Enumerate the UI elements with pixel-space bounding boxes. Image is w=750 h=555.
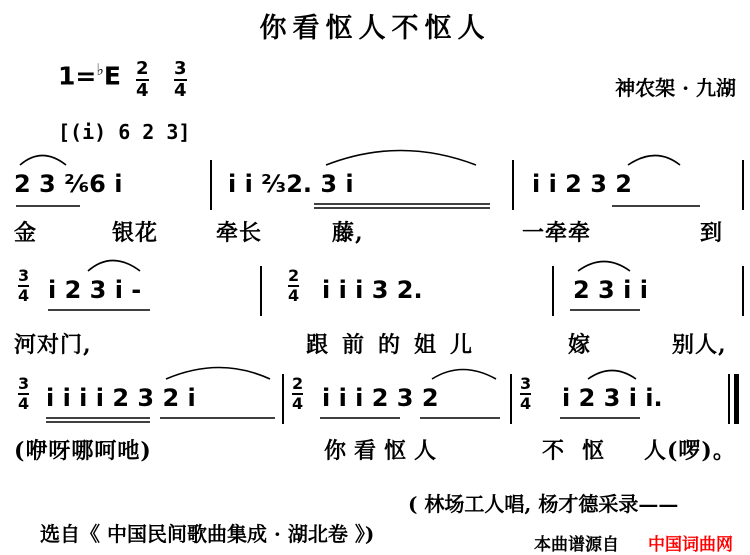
lyric-syllable: 牵长 [216, 220, 263, 246]
time-denominator: 4 [174, 80, 187, 101]
time-denominator: 4 [292, 394, 304, 413]
staff-3-measure-1-notes: i i i i 2 3 2 i [46, 384, 196, 412]
staff-2-measure-2-notes: i i i 3 2. [322, 276, 423, 304]
time-numerator: 3 [18, 266, 30, 285]
time-denominator: 4 [136, 80, 149, 101]
slur [578, 262, 630, 272]
time-numerator: 2 [288, 266, 300, 285]
time-denominator: 4 [18, 394, 30, 413]
key-note: E [103, 61, 121, 91]
staff-1-measure-3-notes: i i 2 3 2 [532, 170, 632, 198]
lyric-syllable: 河对门, [14, 332, 92, 358]
slur [88, 261, 140, 272]
watermark-left: 本曲谱源自 [534, 535, 619, 555]
time-denominator: 4 [288, 286, 300, 305]
slur [432, 370, 496, 380]
source-region: 神农架 · 九湖 [615, 76, 736, 100]
lyric-syllable: 别人, [672, 332, 727, 358]
watermark-right: 中国词曲网 [648, 535, 733, 555]
time-numerator: 3 [18, 374, 30, 393]
flat-sign: ♭ [96, 60, 104, 79]
slur [326, 151, 476, 166]
slur [166, 368, 270, 380]
staff-2-measure-1-notes: i 2 3 i - [48, 276, 142, 304]
staff-1-measure-1-notes: 2 3 ²⁄₆6 i [14, 170, 123, 198]
staff-3-measure-3-notes: i 2 3 i i. [562, 384, 663, 412]
time-numerator: 3 [520, 374, 532, 393]
time-numerator: 3 [174, 58, 187, 79]
time-denominator: 4 [18, 286, 30, 305]
lyric-syllable: 嫁 [568, 332, 592, 358]
time-denominator: 4 [520, 394, 532, 413]
key-prefix: 1= [58, 61, 97, 91]
staff-3-measure-2-notes: i i i 2 3 2 [322, 384, 439, 412]
intro-notation: [(i) 6 2 3] [58, 120, 191, 144]
lyric-syllable: (咿呀哪呵吔) [14, 438, 152, 464]
lyric-syllable: 银花 [112, 220, 159, 246]
lyric-syllable: 金 [14, 220, 38, 246]
credit-line: ( 林场工人唱, 杨才德采录—— [408, 492, 679, 516]
slur [588, 371, 636, 380]
footer-source: 选自《 中国民间歌曲集成 · 湖北卷 》) [40, 522, 375, 546]
slur [20, 156, 66, 166]
slur [628, 156, 680, 166]
lyric-syllable: 你看怄人 [324, 438, 445, 464]
lyric-syllable: 一牵牵 [522, 220, 592, 246]
staff-2-measure-3-notes: 2 3 i i [573, 276, 648, 304]
lyric-syllable: 跟前的姐儿 [306, 332, 487, 358]
lyric-syllable: 人(啰)。 [644, 438, 736, 464]
lyric-syllable: 不怄 [542, 438, 623, 464]
lyric-syllable: 藤, [332, 220, 364, 246]
lyric-syllable: 到 [700, 220, 724, 246]
staff-1-measure-2-notes: i i ²⁄₃2. 3 i [228, 170, 354, 198]
page-title: 你看怄人不怄人 [259, 13, 491, 44]
time-numerator: 2 [292, 374, 304, 393]
time-numerator: 2 [136, 58, 149, 79]
